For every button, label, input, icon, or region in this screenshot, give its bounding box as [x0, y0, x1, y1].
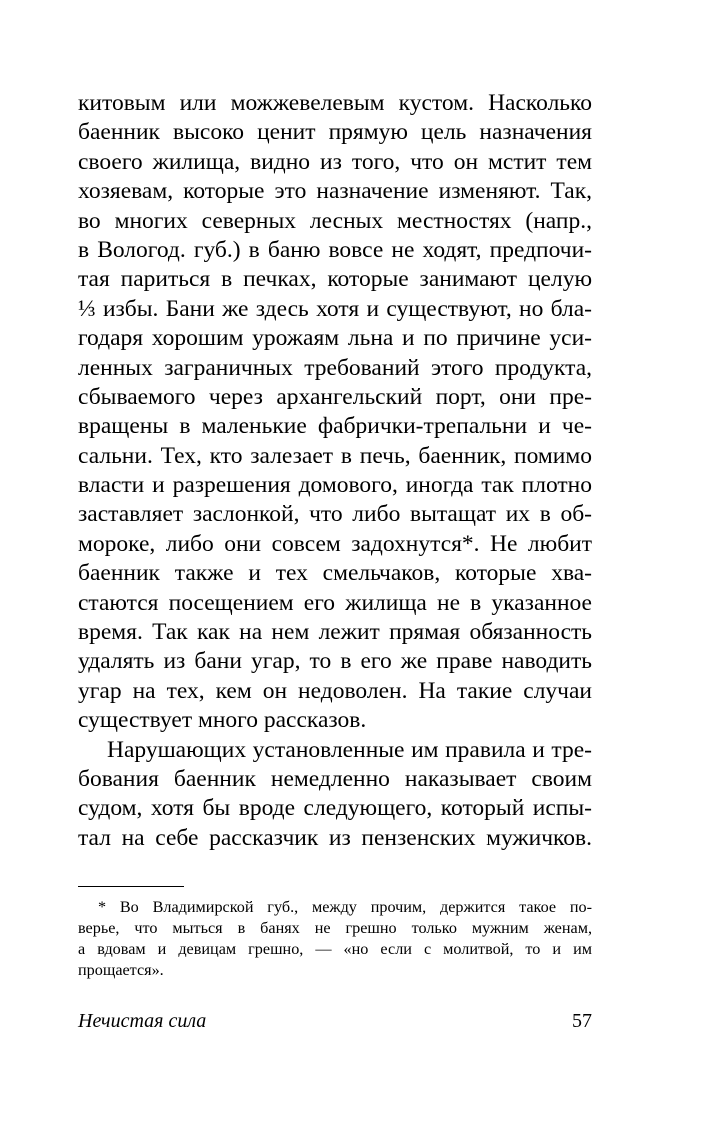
text-line: судом, хотя бы вроде следующего, который испы-	[78, 795, 592, 822]
text-line: в Вологод. губ.) в баню вовсе не ходят, предпочи-	[78, 236, 592, 263]
footnote-line: прощается».	[78, 961, 164, 979]
text-line: время. Так как на нем лежит прямая обязанность	[78, 619, 592, 646]
text-line: тал на себе рассказчик из пензенских мужичков.	[78, 824, 592, 851]
text-line: своего жилища, видно из того, что он мстит тем	[78, 148, 592, 175]
text-line: сальни. Тех, кто залезает в печь, баенник, помимо	[78, 442, 592, 469]
text-line: годаря хорошим урожаям льна и по причине уси-	[78, 325, 592, 352]
text-line: стаются посещением его жилища не в указанное	[78, 589, 592, 616]
text-line: угар на тех, кем он недоволен. На такие случаи	[78, 677, 592, 704]
footnote-line: * Во Владимирской губ., между прочим, держится такое по-	[98, 898, 592, 916]
running-title: Нечистая сила	[78, 1010, 207, 1032]
footnote-divider	[78, 886, 184, 887]
paragraph-first-line: Нарушающих установленные им правила и тре-	[107, 736, 592, 763]
text-line: вращены в маленькие фабрички-трепальни и че-	[78, 413, 592, 440]
text-line: ⅓ избы. Бани же здесь хотя и существуют, но бла-	[78, 295, 592, 322]
footnote	[78, 897, 592, 981]
text-line: сбываемого через архангельский порт, они пре-	[78, 383, 592, 410]
text-line: китовым или можжевелевым кустом. Насколько	[78, 90, 592, 116]
page-number: 57	[572, 1010, 592, 1032]
text-line: заставляет заслонкой, что либо вытащат их в об-	[78, 501, 592, 528]
text-line: ленных заграничных требований этого продукта,	[78, 354, 592, 381]
text-line: во многих северных лесных местностях (напр.,	[78, 207, 592, 234]
text-line: тая париться в печках, которые занимают целую	[78, 266, 592, 293]
main-text	[78, 89, 592, 853]
footnote-line: а вдовам и девицам грешно, — «но если с молитвой, то и им	[78, 940, 592, 958]
text-line: хозяевам, которые это назначение изменяют. Так,	[78, 178, 592, 205]
text-line: существует много рассказов.	[78, 707, 367, 734]
text-line: власти и разрешения домового, иногда так плотно	[78, 472, 592, 499]
text-line: баенник высоко ценит прямую цель назначения	[78, 119, 592, 146]
text-line: баенник также и тех смельчаков, которые хва-	[78, 560, 592, 587]
text-line: удалять из бани угар, то в его же праве наводить	[78, 648, 592, 675]
footnote-line: верье, что мыться в банях не грешно только мужним женам,	[78, 919, 592, 937]
text-line: бования баенник немедленно наказывает своим	[78, 765, 592, 792]
text-line: мороке, либо они совсем задохнутся*. Не любит	[78, 530, 592, 557]
